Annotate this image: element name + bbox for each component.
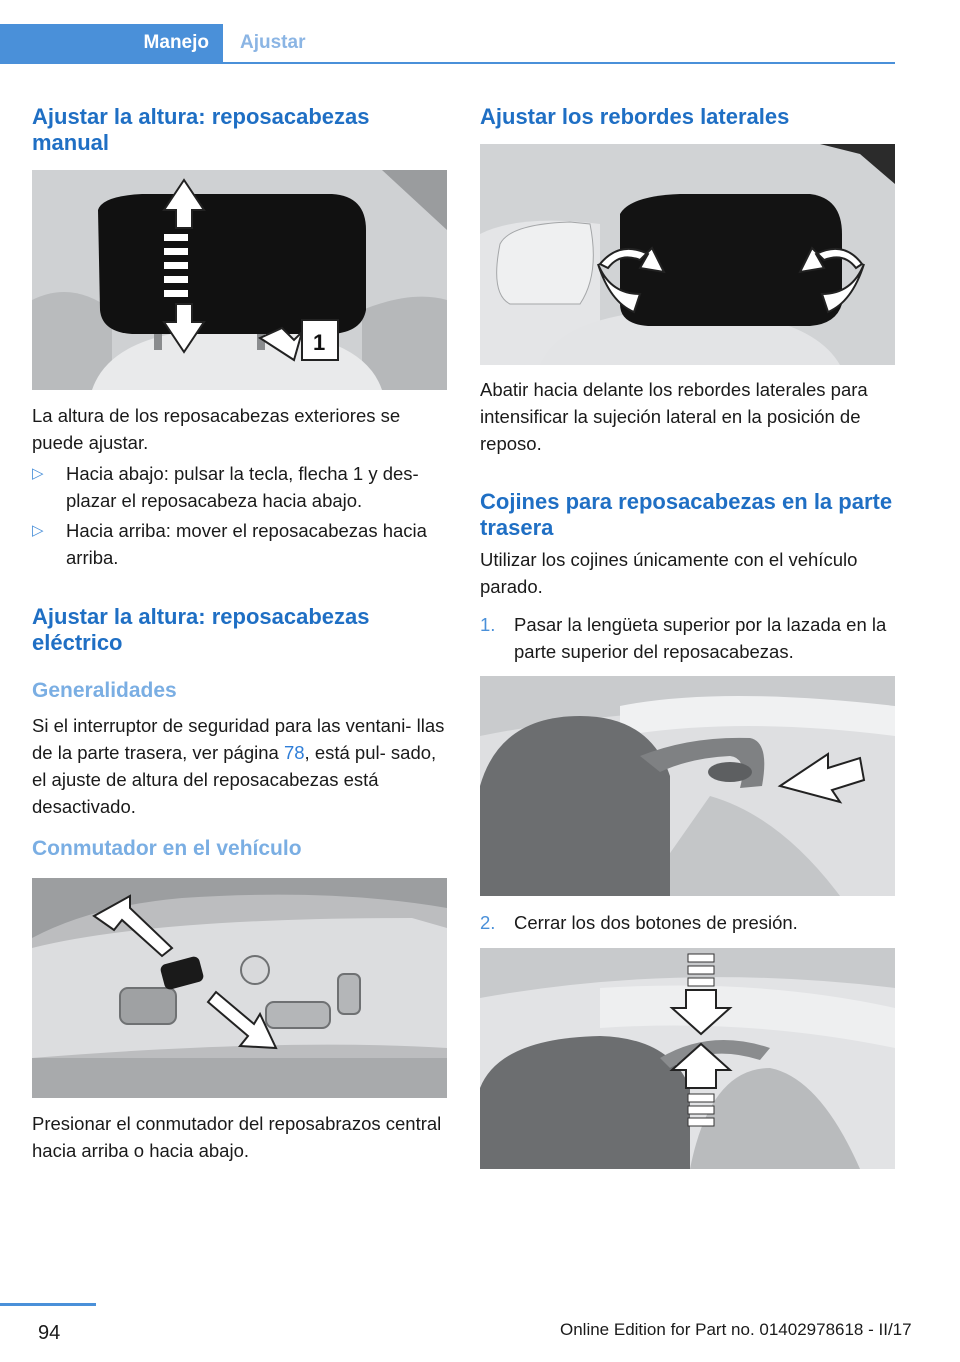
section-title-electric-height: Ajustar la altura: reposacabezas eléctrico (32, 604, 370, 655)
section-title-side-flaps: Ajustar los rebordes laterales (480, 104, 790, 129)
list-item-text: Hacia abajo: pulsar la tecla, flecha 1 y des‑ plazar el reposacabeza hacia abajo. (66, 463, 419, 511)
paragraph-safety-switch (32, 712, 450, 820)
edition-note: Online Edition for Part no. 01402978618 - II/17 (560, 1320, 912, 1339)
seat-switch-figure (32, 878, 447, 1098)
bullet-triangle-icon: ▷ (32, 522, 44, 539)
bullet-triangle-icon: ▷ (32, 465, 44, 482)
tab-manejo-label: Manejo (143, 32, 209, 53)
step-number: 2. (480, 912, 496, 933)
paragraph-press-switch: Presionar el conmutador del reposabrazos central hacia arriba o hacia abajo. (32, 1113, 442, 1161)
press-buttons-figure (480, 948, 895, 1169)
paragraph-cushions-intro: Utilizar los cojines únicamente con el vehículo parado. (480, 549, 858, 597)
section-title-cushions: Cojines para reposacabezas en la parte trasera (480, 489, 893, 540)
subheading-generalidades: Generalidades (32, 679, 177, 702)
step-number: 1. (480, 614, 496, 635)
headrest-side-flaps-figure (480, 144, 895, 365)
step-text: Cerrar los dos botones de presión. (514, 912, 798, 933)
figure-callout-1: 1 (313, 330, 326, 355)
cushion-strap-figure (480, 676, 895, 896)
tab-ajustar[interactable]: Ajustar (240, 32, 306, 53)
footer-rule (0, 1303, 96, 1306)
page-link-78[interactable]: 78 (283, 742, 305, 763)
page-number: 94 (38, 1322, 61, 1344)
tab-manejo[interactable] (0, 24, 223, 62)
header-tab-bar (0, 24, 895, 64)
paragraph-side-flaps: Abatir hacia delante los rebordes laterales para intensificar la sujeción lateral en la posición de reposo. (480, 379, 868, 454)
list-item-text: Hacia arriba: mover el reposacabezas hacia arriba. (66, 520, 427, 568)
headrest-manual-figure (32, 170, 447, 390)
section-title-manual-height: Ajustar la altura: reposacabezas manual (32, 104, 370, 155)
paragraph-text: Si el interruptor de seguridad para las ventani‑ llas de la parte trasera, ver página (32, 715, 445, 763)
paragraph-text: , está pul‑ sado, el ajuste de altura del reposacabezas está desactivado. (32, 742, 437, 817)
step-text: Pasar la lengüeta superior por la lazada en la parte superior del reposacabezas. (514, 614, 887, 662)
paragraph-height-intro: La altura de los reposacabezas exteriores se puede ajustar. (32, 405, 401, 453)
subheading-conmutador: Conmutador en el vehículo (32, 837, 302, 860)
